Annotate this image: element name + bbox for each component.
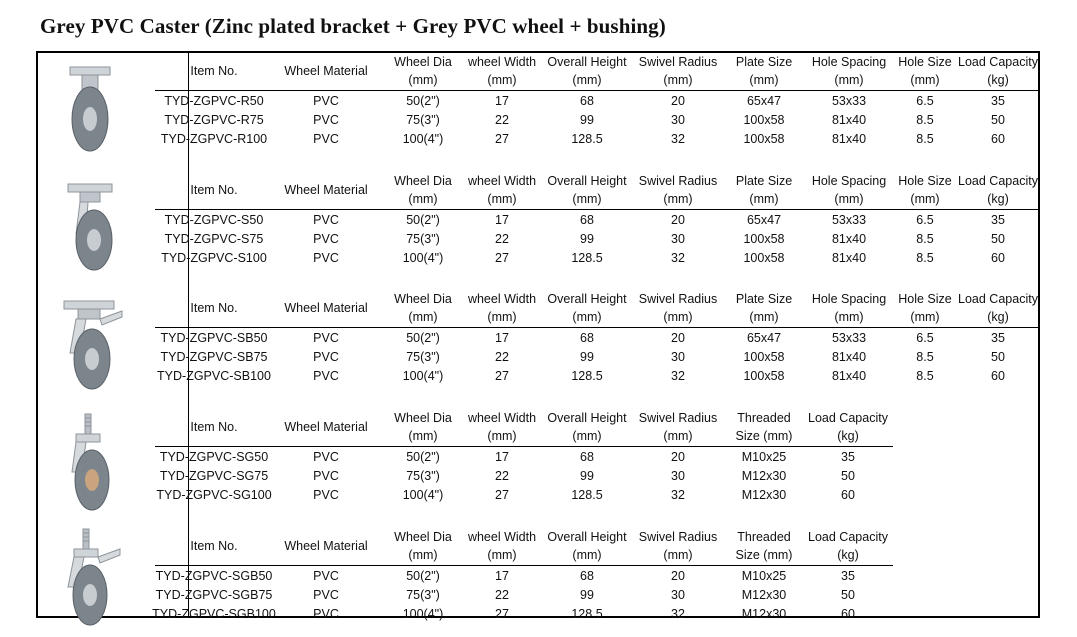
column-header-label: wheel Width bbox=[467, 174, 537, 188]
column-header-label: Wheel Dia bbox=[394, 530, 452, 544]
table-cell: 81x40 bbox=[831, 132, 867, 146]
table-cell: PVC bbox=[313, 350, 339, 364]
table-cell: 32 bbox=[671, 132, 685, 146]
column-header-unit: (mm) bbox=[408, 548, 438, 562]
column-header-unit: (mm) bbox=[749, 73, 779, 87]
table-cell: 50(2") bbox=[406, 213, 440, 227]
table-cell: 53x33 bbox=[831, 331, 867, 345]
column-header-label: Hole Size bbox=[898, 55, 952, 69]
table-cell: 30 bbox=[671, 588, 685, 602]
column-header bbox=[928, 53, 1068, 89]
table-cell: 99 bbox=[580, 113, 594, 127]
table-cell: PVC bbox=[313, 488, 339, 502]
column-header-label: wheel Width bbox=[467, 55, 537, 69]
column-header-label: Wheel Material bbox=[284, 183, 368, 197]
table-cell: 75(3") bbox=[406, 469, 440, 483]
table-cell: 22 bbox=[495, 350, 509, 364]
column-header-label: Hole Size bbox=[898, 292, 952, 306]
item-number-cell: TYD-ZGPVC-SGB100 bbox=[152, 607, 276, 621]
column-header-unit: (kg) bbox=[837, 548, 859, 562]
header-underline bbox=[155, 327, 1038, 328]
column-header-unit: (mm) bbox=[749, 192, 779, 206]
item-number-cell: TYD-ZGPVC-S50 bbox=[164, 213, 264, 227]
column-header-label: Swivel Radius bbox=[638, 530, 718, 544]
column-header-unit: (kg) bbox=[837, 429, 859, 443]
table-cell: 20 bbox=[671, 569, 685, 583]
table-cell: 81x40 bbox=[831, 369, 867, 383]
column-header-label: Load Capacity bbox=[958, 55, 1038, 69]
table-cell: 20 bbox=[671, 213, 685, 227]
column-header-label: Plate Size bbox=[735, 174, 793, 188]
table-cell: PVC bbox=[313, 450, 339, 464]
column-header-label: wheel Width bbox=[467, 411, 537, 425]
column-header-label: Swivel Radius bbox=[638, 55, 718, 69]
table-cell: PVC bbox=[313, 469, 339, 483]
column-header-unit: (mm) bbox=[663, 73, 693, 87]
rigid-caster-icon bbox=[56, 61, 122, 161]
item-number-cell: TYD-ZGPVC-SB50 bbox=[160, 331, 268, 345]
column-header-label: Overall Height bbox=[547, 292, 627, 306]
item-number-cell: TYD-ZGPVC-SG100 bbox=[156, 488, 272, 502]
table-cell: 81x40 bbox=[831, 113, 867, 127]
item-number-cell: TYD-ZGPVC-SGB50 bbox=[155, 569, 273, 583]
table-cell: 17 bbox=[495, 331, 509, 345]
column-header-unit: (mm) bbox=[572, 73, 602, 87]
column-header-unit: (mm) bbox=[572, 548, 602, 562]
column-header-label: Hole Spacing bbox=[811, 55, 887, 69]
table-cell: 65x47 bbox=[746, 94, 782, 108]
table-cell: PVC bbox=[313, 251, 339, 265]
table-cell: M12x30 bbox=[741, 607, 787, 621]
table-cell: 53x33 bbox=[831, 94, 867, 108]
table-cell: 60 bbox=[991, 251, 1005, 265]
table-cell: 50(2") bbox=[406, 331, 440, 345]
column-header-label: Load Capacity bbox=[808, 530, 888, 544]
column-header-label: Load Capacity bbox=[958, 174, 1038, 188]
column-header-unit: (mm) bbox=[572, 192, 602, 206]
column-header-unit: (mm) bbox=[749, 310, 779, 324]
table-cell: M10x25 bbox=[741, 450, 787, 464]
column-header-unit: (mm) bbox=[910, 73, 940, 87]
item-number-cell: TYD-ZGPVC-SG50 bbox=[159, 450, 269, 464]
column-header-unit: (mm) bbox=[663, 429, 693, 443]
column-header-label: Item No. bbox=[190, 183, 238, 197]
table-cell: 32 bbox=[671, 369, 685, 383]
column-header-unit: (mm) bbox=[572, 429, 602, 443]
column-header-label: Swivel Radius bbox=[638, 292, 718, 306]
table-cell: 75(3") bbox=[406, 350, 440, 364]
table-cell: 35 bbox=[841, 450, 855, 464]
table-cell: 17 bbox=[495, 569, 509, 583]
table-cell: PVC bbox=[313, 94, 339, 108]
table-cell: PVC bbox=[313, 232, 339, 246]
column-header-label: Load Capacity bbox=[958, 292, 1038, 306]
column-header-unit: (mm) bbox=[834, 73, 864, 87]
column-header-unit: (mm) bbox=[663, 192, 693, 206]
column-header-unit: (mm) bbox=[834, 192, 864, 206]
table-cell: 128.5 bbox=[571, 488, 603, 502]
table-cell: PVC bbox=[313, 369, 339, 383]
table-cell: 8.5 bbox=[916, 350, 934, 364]
column-header-label: Item No. bbox=[190, 301, 238, 315]
table-cell: 22 bbox=[495, 232, 509, 246]
table-cell: 22 bbox=[495, 113, 509, 127]
table-cell: 68 bbox=[580, 213, 594, 227]
item-number-cell: TYD-ZGPVC-SGB75 bbox=[155, 588, 273, 602]
header-underline bbox=[155, 90, 1038, 91]
table-cell: 32 bbox=[671, 251, 685, 265]
table-cell: 27 bbox=[495, 251, 509, 265]
table-cell: 30 bbox=[671, 232, 685, 246]
column-header-unit: (mm) bbox=[910, 192, 940, 206]
column-header-label: Overall Height bbox=[547, 174, 627, 188]
table-cell: PVC bbox=[313, 331, 339, 345]
table-cell: 53x33 bbox=[831, 213, 867, 227]
table-cell: 20 bbox=[671, 450, 685, 464]
column-header-unit: (mm) bbox=[487, 548, 517, 562]
table-cell: 68 bbox=[580, 450, 594, 464]
column-header-label: Wheel Material bbox=[284, 301, 368, 315]
column-header-label: Item No. bbox=[190, 420, 238, 434]
column-header-label: wheel Width bbox=[467, 292, 537, 306]
table-cell: 100x58 bbox=[743, 350, 785, 364]
table-cell: 32 bbox=[671, 488, 685, 502]
table-cell: 100x58 bbox=[743, 132, 785, 146]
table-cell: 99 bbox=[580, 232, 594, 246]
table-cell: 100x58 bbox=[743, 251, 785, 265]
swivel-caster-icon bbox=[56, 178, 122, 278]
column-header-label: Wheel Dia bbox=[394, 174, 452, 188]
table-cell: 20 bbox=[671, 94, 685, 108]
column-header bbox=[778, 409, 918, 445]
table-cell: 99 bbox=[580, 588, 594, 602]
table-cell: 100(4") bbox=[402, 251, 444, 265]
item-number-cell: TYD-ZGPVC-S75 bbox=[164, 232, 264, 246]
table-cell: 22 bbox=[495, 469, 509, 483]
column-header-label: Item No. bbox=[190, 64, 238, 78]
column-header-label: Wheel Dia bbox=[394, 292, 452, 306]
table-cell: 35 bbox=[991, 94, 1005, 108]
table-cell: 65x47 bbox=[746, 331, 782, 345]
table-cell: 17 bbox=[495, 213, 509, 227]
column-header-label: Swivel Radius bbox=[638, 174, 718, 188]
threaded-stem-brake-caster-icon bbox=[56, 527, 126, 631]
column-header-unit: (kg) bbox=[987, 310, 1009, 324]
table-cell: 81x40 bbox=[831, 350, 867, 364]
column-header-label: Hole Spacing bbox=[811, 174, 887, 188]
table-cell: M12x30 bbox=[741, 469, 787, 483]
table-cell: 8.5 bbox=[916, 369, 934, 383]
table-cell: 75(3") bbox=[406, 232, 440, 246]
column-header-label: Wheel Material bbox=[284, 420, 368, 434]
spec-table-frame bbox=[36, 51, 1040, 621]
column-header-label: wheel Width bbox=[467, 530, 537, 544]
table-cell: 6.5 bbox=[916, 213, 934, 227]
table-cell: 100(4") bbox=[402, 488, 444, 502]
table-cell: 128.5 bbox=[571, 369, 603, 383]
table-cell: 27 bbox=[495, 132, 509, 146]
table-cell: 50 bbox=[991, 350, 1005, 364]
item-number-cell: TYD-ZGPVC-SB100 bbox=[157, 369, 271, 383]
table-cell: 128.5 bbox=[571, 607, 603, 621]
column-header-label: Overall Height bbox=[547, 55, 627, 69]
table-cell: 20 bbox=[671, 331, 685, 345]
table-cell: 17 bbox=[495, 94, 509, 108]
table-cell: 68 bbox=[580, 569, 594, 583]
header-underline bbox=[155, 565, 893, 566]
table-cell: 6.5 bbox=[916, 331, 934, 345]
column-header-label: Plate Size bbox=[735, 292, 793, 306]
table-cell: 75(3") bbox=[406, 113, 440, 127]
column-header-unit: (mm) bbox=[408, 73, 438, 87]
column-header-unit: (mm) bbox=[572, 310, 602, 324]
column-header-unit: (mm) bbox=[487, 192, 517, 206]
column-header-unit: (mm) bbox=[910, 310, 940, 324]
header-underline bbox=[155, 209, 1038, 210]
table-cell: PVC bbox=[313, 588, 339, 602]
column-header-unit: Size (mm) bbox=[735, 548, 793, 562]
table-cell: PVC bbox=[313, 132, 339, 146]
item-number-cell: TYD-ZGPVC-R50 bbox=[164, 94, 264, 108]
table-cell: 75(3") bbox=[406, 588, 440, 602]
table-cell: 100x58 bbox=[743, 369, 785, 383]
item-number-cell: TYD-ZGPVC-R100 bbox=[160, 132, 268, 146]
column-header-unit: (mm) bbox=[663, 310, 693, 324]
item-number-cell: TYD-ZGPVC-SG75 bbox=[159, 469, 269, 483]
table-cell: 35 bbox=[991, 331, 1005, 345]
table-cell: 50 bbox=[991, 232, 1005, 246]
table-cell: 22 bbox=[495, 588, 509, 602]
table-cell: 100(4") bbox=[402, 132, 444, 146]
table-cell: 60 bbox=[841, 488, 855, 502]
table-cell: 100(4") bbox=[402, 369, 444, 383]
table-cell: 60 bbox=[841, 607, 855, 621]
table-cell: 128.5 bbox=[571, 251, 603, 265]
item-number-cell: TYD-ZGPVC-R75 bbox=[164, 113, 264, 127]
table-cell: PVC bbox=[313, 569, 339, 583]
column-header-label: Swivel Radius bbox=[638, 411, 718, 425]
column-header-label: Wheel Dia bbox=[394, 411, 452, 425]
table-cell: 81x40 bbox=[831, 251, 867, 265]
table-cell: 99 bbox=[580, 350, 594, 364]
table-cell: 68 bbox=[580, 331, 594, 345]
table-cell: M12x30 bbox=[741, 588, 787, 602]
column-header-label: Item No. bbox=[190, 539, 238, 553]
column-header-unit: (kg) bbox=[987, 192, 1009, 206]
table-cell: 50(2") bbox=[406, 450, 440, 464]
header-underline bbox=[155, 446, 893, 447]
table-cell: 68 bbox=[580, 94, 594, 108]
table-cell: 8.5 bbox=[916, 132, 934, 146]
column-header bbox=[778, 528, 918, 564]
table-cell: M12x30 bbox=[741, 488, 787, 502]
column-header bbox=[928, 290, 1068, 326]
table-cell: 128.5 bbox=[571, 132, 603, 146]
table-cell: 8.5 bbox=[916, 113, 934, 127]
table-cell: PVC bbox=[313, 213, 339, 227]
table-cell: 30 bbox=[671, 350, 685, 364]
column-header-unit: (mm) bbox=[834, 310, 864, 324]
column-header-unit: (mm) bbox=[487, 73, 517, 87]
table-cell: PVC bbox=[313, 607, 339, 621]
table-cell: 100(4") bbox=[402, 607, 444, 621]
column-header-label: Overall Height bbox=[547, 411, 627, 425]
threaded-stem-caster-icon bbox=[56, 412, 122, 516]
column-header-unit: (kg) bbox=[987, 73, 1009, 87]
table-cell: PVC bbox=[313, 113, 339, 127]
table-cell: 32 bbox=[671, 607, 685, 621]
table-cell: 100x58 bbox=[743, 232, 785, 246]
table-cell: 30 bbox=[671, 113, 685, 127]
column-header-label: Overall Height bbox=[547, 530, 627, 544]
table-cell: 27 bbox=[495, 488, 509, 502]
table-cell: 35 bbox=[841, 569, 855, 583]
table-cell: 100x58 bbox=[743, 113, 785, 127]
table-cell: 8.5 bbox=[916, 232, 934, 246]
page-title: Grey PVC Caster (Zinc plated bracket + Grey PVC wheel + bushing) bbox=[40, 14, 666, 38]
column-header-unit: (mm) bbox=[487, 429, 517, 443]
item-number-cell: TYD-ZGPVC-SB75 bbox=[160, 350, 268, 364]
table-cell: 50 bbox=[841, 588, 855, 602]
table-cell: 60 bbox=[991, 132, 1005, 146]
table-cell: 17 bbox=[495, 450, 509, 464]
item-number-cell: TYD-ZGPVC-S100 bbox=[161, 251, 267, 265]
table-cell: 50(2") bbox=[406, 569, 440, 583]
table-cell: M10x25 bbox=[741, 569, 787, 583]
column-header-unit: (mm) bbox=[663, 548, 693, 562]
table-cell: 81x40 bbox=[831, 232, 867, 246]
column-header-label: Threaded bbox=[737, 411, 791, 425]
table-cell: 35 bbox=[991, 213, 1005, 227]
table-cell: 99 bbox=[580, 469, 594, 483]
column-header-unit: (mm) bbox=[408, 429, 438, 443]
column-header-label: Threaded bbox=[737, 530, 791, 544]
column-header-label: Load Capacity bbox=[808, 411, 888, 425]
table-cell: 60 bbox=[991, 369, 1005, 383]
table-cell: 50 bbox=[841, 469, 855, 483]
table-cell: 65x47 bbox=[746, 213, 782, 227]
column-header-unit: Size (mm) bbox=[735, 429, 793, 443]
table-cell: 27 bbox=[495, 369, 509, 383]
table-cell: 8.5 bbox=[916, 251, 934, 265]
column-header-label: Hole Spacing bbox=[811, 292, 887, 306]
column-header-unit: (mm) bbox=[487, 310, 517, 324]
column-header-label: Hole Size bbox=[898, 174, 952, 188]
column-header bbox=[928, 172, 1068, 208]
table-cell: 6.5 bbox=[916, 94, 934, 108]
column-header-label: Wheel Material bbox=[284, 539, 368, 553]
column-header-label: Wheel Dia bbox=[394, 55, 452, 69]
swivel-brake-caster-icon bbox=[56, 295, 126, 395]
column-header-label: Plate Size bbox=[735, 55, 793, 69]
table-cell: 30 bbox=[671, 469, 685, 483]
column-header-unit: (mm) bbox=[408, 192, 438, 206]
table-cell: 50(2") bbox=[406, 94, 440, 108]
column-header-unit: (mm) bbox=[408, 310, 438, 324]
table-cell: 27 bbox=[495, 607, 509, 621]
column-header-label: Wheel Material bbox=[284, 64, 368, 78]
table-cell: 50 bbox=[991, 113, 1005, 127]
